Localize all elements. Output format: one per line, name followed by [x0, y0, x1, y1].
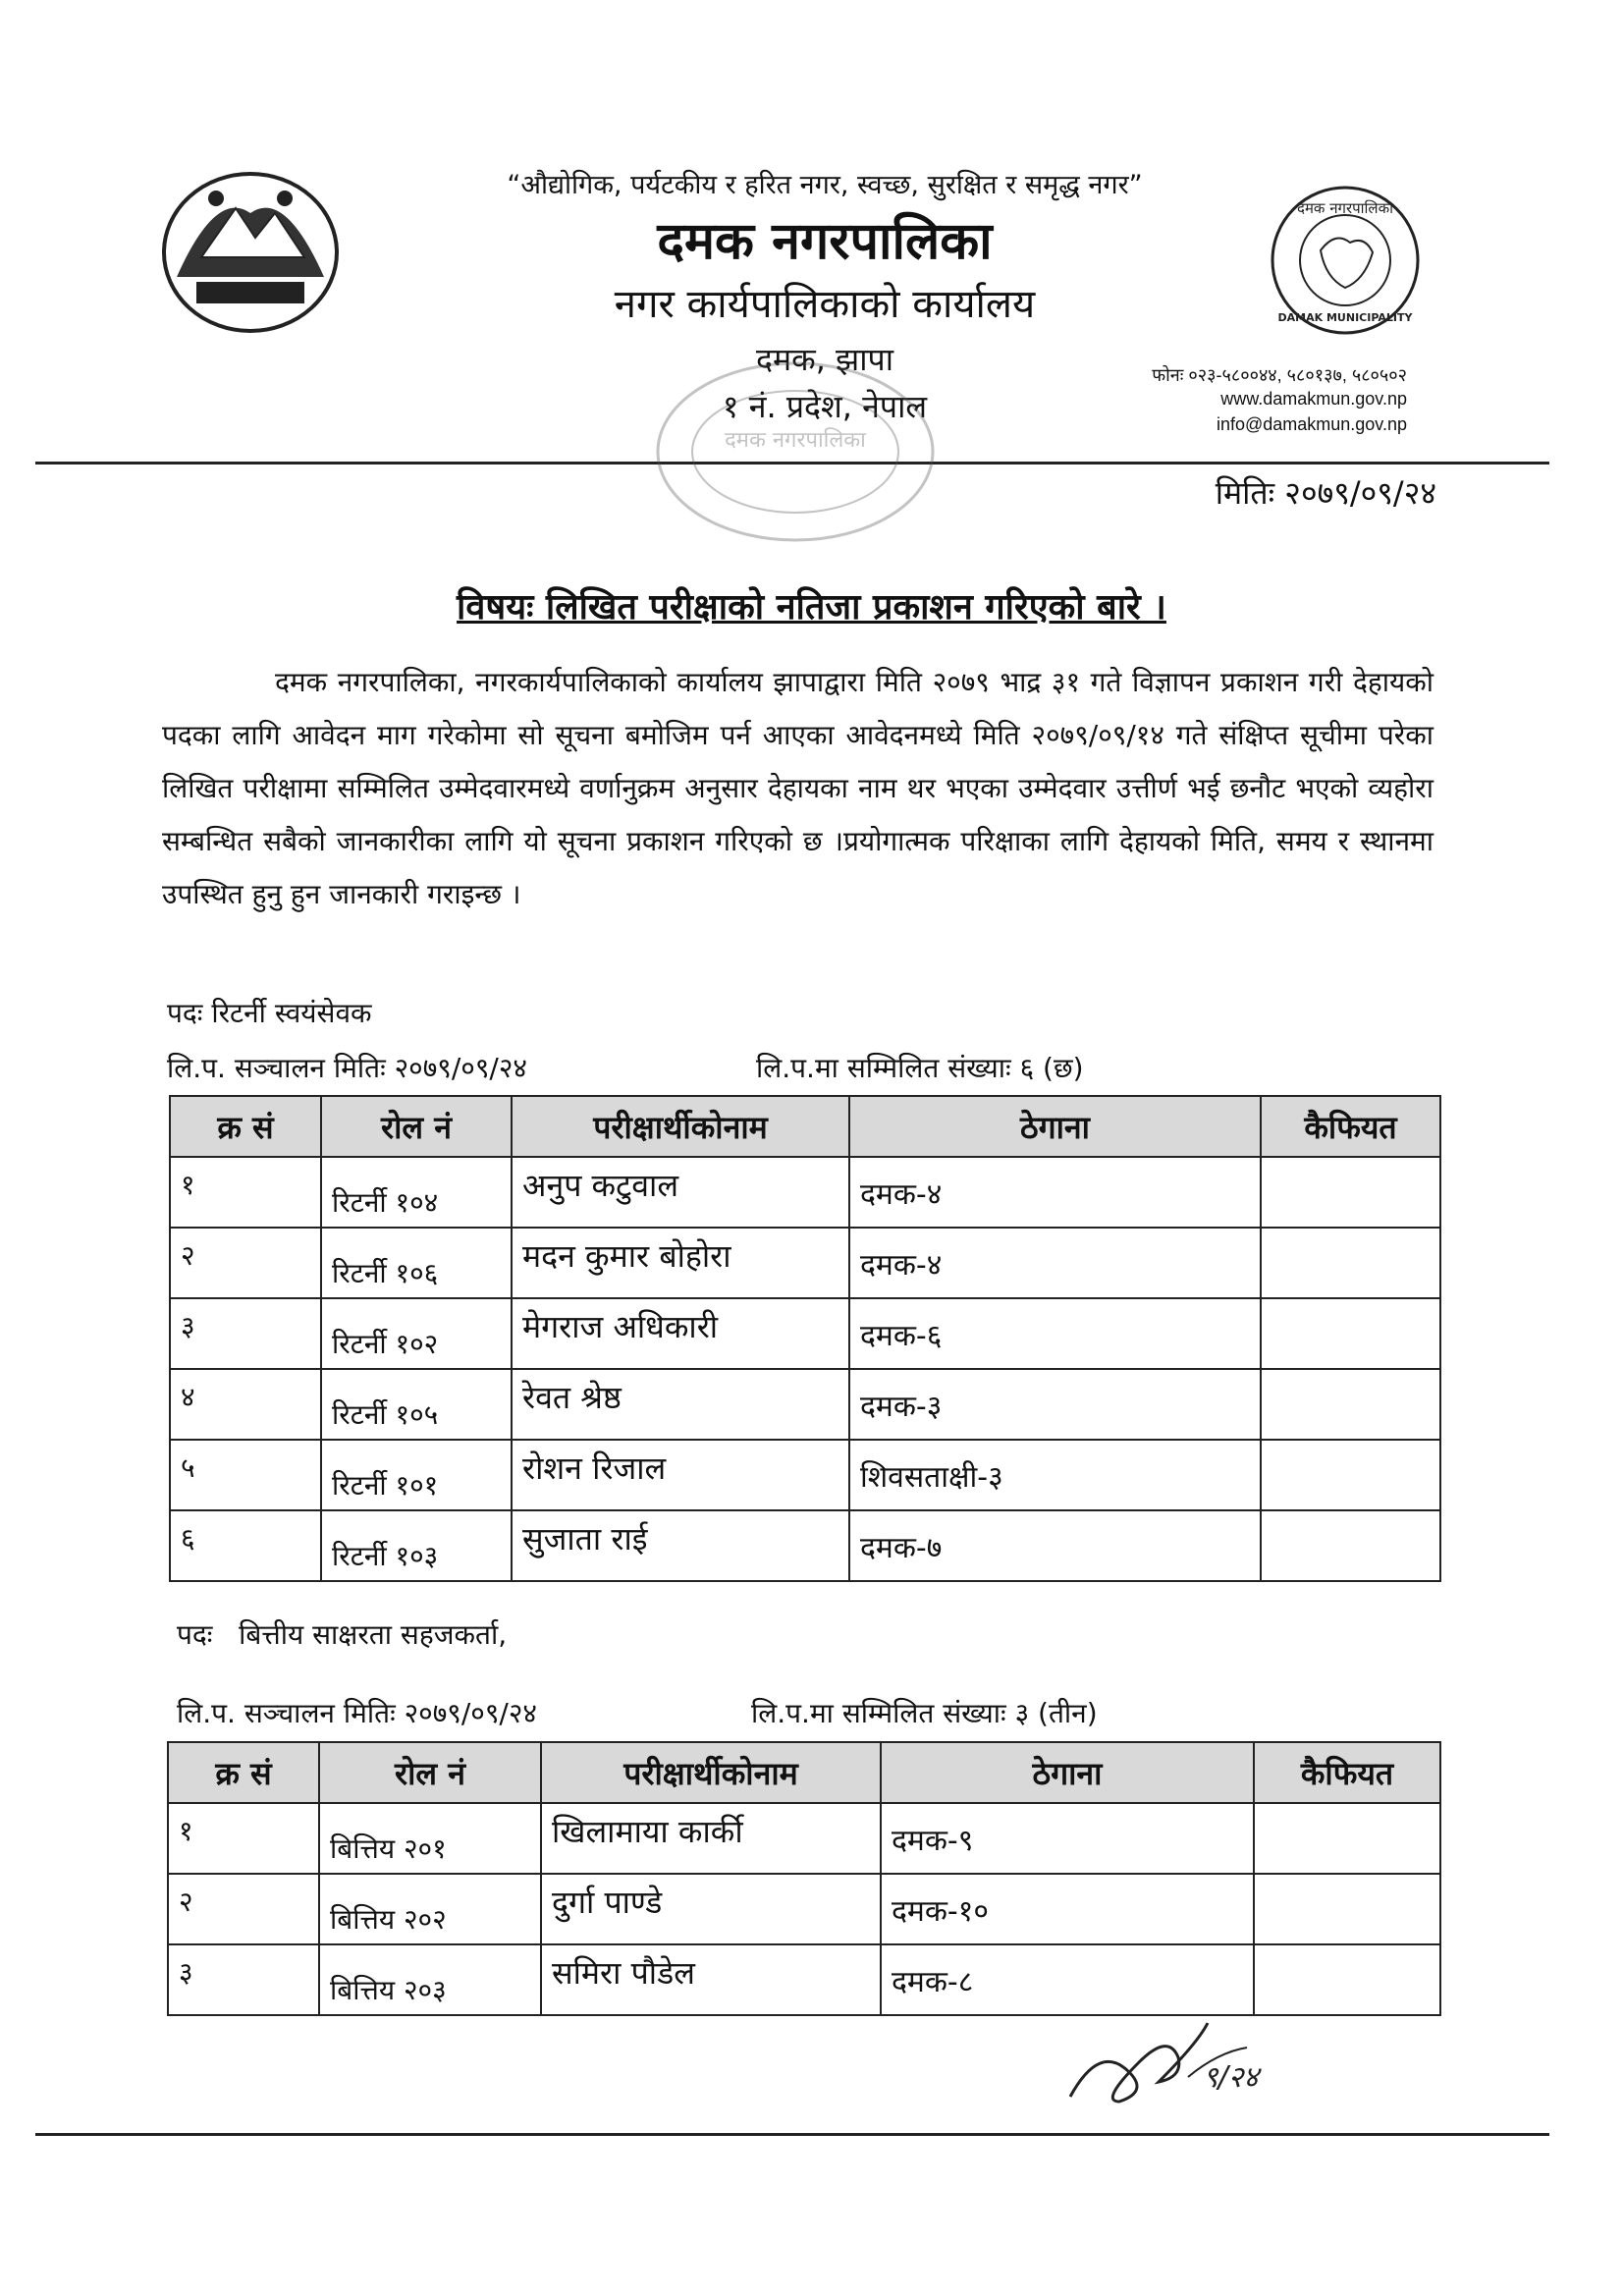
- row-serial: २: [168, 1874, 319, 1944]
- contact-website: www.damakmun.gov.np: [1220, 389, 1407, 409]
- row-remarks: [1261, 1440, 1440, 1510]
- table-row: [170, 1157, 1440, 1228]
- table-row: [170, 1298, 1440, 1369]
- col-name: परीक्षार्थीकोनाम: [512, 1096, 849, 1157]
- col-address: ठेगाना: [849, 1096, 1261, 1157]
- office-stamp: [648, 354, 943, 550]
- row-roll: रिटर्नी १०३: [321, 1510, 512, 1581]
- table-row: [170, 1440, 1440, 1510]
- row-roll: बित्तिय २०३: [319, 1944, 541, 2015]
- section2-post: पदः बित्तीय साक्षरता सहजकर्ता,: [177, 1618, 508, 1651]
- row-name: मदन कुमार बोहोरा: [512, 1228, 849, 1298]
- row-serial: १: [170, 1157, 321, 1228]
- table-row: [168, 1803, 1440, 1874]
- organization-name: दमक नगरपालिका: [657, 212, 993, 271]
- col-name: परीक्षार्थीकोनाम: [541, 1742, 881, 1803]
- table-header-row: [168, 1742, 1440, 1803]
- row-name: दुर्गा पाण्डे: [541, 1874, 881, 1944]
- row-serial: ५: [170, 1440, 321, 1510]
- row-address: दमक-३: [849, 1369, 1261, 1440]
- row-roll: रिटर्नी १०५: [321, 1369, 512, 1440]
- row-serial: ६: [170, 1510, 321, 1581]
- section1-count: लि.प.मा सम्मिलित संख्याः ६ (छ): [756, 1052, 1084, 1084]
- col-roll: रोल नं: [321, 1096, 512, 1157]
- row-roll: रिटर्नी १०१: [321, 1440, 512, 1510]
- col-serial: क्र सं: [168, 1742, 319, 1803]
- row-name: सुजाता राई: [512, 1510, 849, 1581]
- row-roll: बित्तिय २०२: [319, 1874, 541, 1944]
- notice-subject: विषयः लिखित परीक्षाको नतिजा प्रकाशन गरिएको बारे ।: [457, 587, 1166, 628]
- col-address: ठेगाना: [881, 1742, 1254, 1803]
- row-name: समिरा पौडेल: [541, 1944, 881, 2015]
- row-address: दमक-४: [849, 1157, 1261, 1228]
- row-roll: रिटर्नी १०६: [321, 1228, 512, 1298]
- row-remarks: [1261, 1369, 1440, 1440]
- row-name: रोशन रिजाल: [512, 1440, 849, 1510]
- table-row: [170, 1369, 1440, 1440]
- row-name: खिलामाया कार्की: [541, 1803, 881, 1874]
- row-serial: ४: [170, 1369, 321, 1440]
- table-header-row: [170, 1096, 1440, 1157]
- row-address: दमक-९: [881, 1803, 1254, 1874]
- table-row: [168, 1874, 1440, 1944]
- notice-body: दमक नगरपालिका, नगरकार्यपालिकाको कार्यालय झापाद्वारा मिति २०७९ भाद्र ३१ गते विज्ञापन प्रकाशन गरी देहायको पदका लागि आवेदन माग गरेकोमा सो सूचना बमोजिम पर्न आएका आवेदनमध्ये मिति २०७९/०९/१४ गते संक्षिप्त सूचीमा परेका लिखित परीक्षामा सम्मिलित उम्मेदवारमध्ये वर्णानुक्रम अनुसार देहायका नाम थर भएका उम्मेदवार उत्तीर्ण भई छनौट भएको व्यहोरा सम्बन्धित सबैको जानकारीका लागि यो सूचना प्रकाशन गरिएको छ ।प्रयोगात्मक परिक्षाका लागि देहायको मिति, समय र स्थानमा उपस्थित हुनु हुन जानकारी गराइन्छ ।: [162, 666, 1434, 910]
- row-roll: रिटर्नी १०४: [321, 1157, 512, 1228]
- row-remarks: [1254, 1874, 1440, 1944]
- office-name: नगर कार्यपालिकाको कार्यालय: [614, 282, 1036, 327]
- row-remarks: [1261, 1298, 1440, 1369]
- contact-email: info@damakmun.gov.np: [1216, 414, 1407, 434]
- svg-text:DAMAK MUNICIPALITY: DAMAK MUNICIPALITY: [1277, 311, 1413, 324]
- handwritten-signature: [1060, 2003, 1296, 2111]
- row-address: दमक-१०: [881, 1874, 1254, 1944]
- municipality-motto: “औद्योगिक, पर्यटकीय र हरित नगर, स्वच्छ, सुरक्षित र समृद्ध नगर”: [507, 170, 1143, 200]
- row-remarks: [1261, 1157, 1440, 1228]
- section2-exam-date: लि.प. सञ्चालन मितिः २०७९/०९/२४: [177, 1697, 537, 1729]
- row-address: शिवसताक्षी-३: [849, 1440, 1261, 1510]
- svg-text:दमक नगरपालिका: दमक नगरपालिका: [725, 428, 866, 453]
- row-serial: १: [168, 1803, 319, 1874]
- row-roll: बित्तिय २०१: [319, 1803, 541, 1874]
- results-table-financial: [167, 1741, 1441, 2016]
- row-remarks: [1261, 1228, 1440, 1298]
- row-name: मेगराज अधिकारी: [512, 1298, 849, 1369]
- contact-phone: फोनः ०२३-५८००४४, ५८०१३७, ५८०५०२: [1152, 365, 1407, 385]
- office-city: दमक, झापा: [756, 341, 893, 378]
- results-table-retarni: [169, 1095, 1441, 1582]
- col-serial: क्र सं: [170, 1096, 321, 1157]
- row-serial: ३: [168, 1944, 319, 2015]
- col-roll: रोल नं: [319, 1742, 541, 1803]
- row-roll: रिटर्नी १०२: [321, 1298, 512, 1369]
- col-remarks: कैफियत: [1254, 1742, 1440, 1803]
- row-name: अनुप कटुवाल: [512, 1157, 849, 1228]
- row-address: दमक-७: [849, 1510, 1261, 1581]
- row-remarks: [1254, 1803, 1440, 1874]
- municipality-seal: [1267, 182, 1424, 339]
- footer-divider: [35, 2133, 1549, 2136]
- section2-count: लि.प.मा सम्मिलित संख्याः ३ (तीन): [751, 1697, 1098, 1729]
- section1-post: पदः रिटर्नी स्वयंसेवक: [167, 997, 372, 1029]
- table-row: [170, 1228, 1440, 1298]
- row-remarks: [1261, 1510, 1440, 1581]
- section1-exam-date: लि.प. सञ्चालन मितिः २०७९/०९/२४: [167, 1052, 527, 1084]
- col-remarks: कैफियत: [1261, 1096, 1440, 1157]
- row-serial: २: [170, 1228, 321, 1298]
- office-province: १ नं. प्रदेश, नेपाल: [722, 388, 928, 425]
- svg-text:दमक नगरपालिका: दमक नगरपालिका: [1297, 199, 1393, 217]
- table-row: [170, 1510, 1440, 1581]
- row-serial: ३: [170, 1298, 321, 1369]
- nepal-emblem: [157, 169, 344, 336]
- row-address: दमक-६: [849, 1298, 1261, 1369]
- row-name: रेवत श्रेष्ठ: [512, 1369, 849, 1440]
- row-address: दमक-४: [849, 1228, 1261, 1298]
- issue-date: मितिः २०७९/०९/२४: [1215, 474, 1436, 512]
- row-address: दमक-८: [881, 1944, 1254, 2015]
- svg-text:९/२४: ९/२४: [1203, 2060, 1259, 2095]
